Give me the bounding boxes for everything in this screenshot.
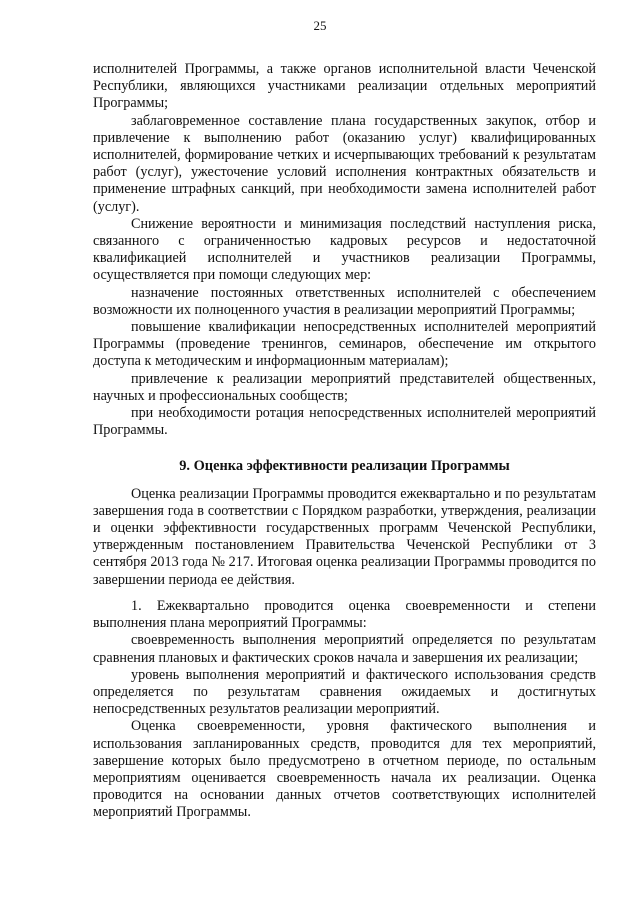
paragraph: своевременность выполнения мероприятий определяется по результатам сравнения плановых и фактических сроков начала и завершения их реализации; bbox=[93, 632, 596, 666]
paragraph: при необходимости ротация непосредственных исполнителей мероприятий Программы. bbox=[93, 405, 596, 439]
paragraph: исполнителей Программы, а также органов исполнительной власти Чеченской Республики, являющихся участниками реализации отдельных мероприятий Программы; bbox=[93, 61, 596, 112]
paragraph: повышение квалификации непосредственных исполнителей мероприятий Программы (проведение тренингов, семинаров, обеспечение им открытого доступа к методическим и информационным материалам); bbox=[93, 319, 596, 370]
paragraph: назначение постоянных ответственных исполнителей с обеспечением возможности их полноценного участия в реализации мероприятий Программы; bbox=[93, 284, 596, 318]
paragraph: привлечение к реализации мероприятий представителей общественных, научных и профессиональных сообществ; bbox=[93, 370, 596, 404]
paragraph: заблаговременное составление плана государственных закупок, отбор и привлечение к выполнению работ (оказанию услуг) квалифицированных исполнителей, формирование четких и исчерпывающих требований к результатам работ (услуг), ужесточение условий исполнения контрактных обязательств и применение штрафных санкций, при необходимости замена исполнителей работ (услуг). bbox=[93, 112, 596, 215]
paragraph: Снижение вероятности и минимизация последствий наступления риска, связанного с ограниченностью кадровых ресурсов и недостаточной квалификацией исполнителей и участников реализации Программы, осуществляется при помощи следующих мер: bbox=[93, 215, 596, 284]
paragraph-spacer bbox=[93, 589, 596, 598]
paragraph: Оценка своевременности, уровня фактического выполнения и использования запланированных средств, проводится для тех мероприятий, завершение которых было предусмотрено в отчетном периоде, по остальным мероприятиям оценивается своевременность начала их реализации. Оценка проводится на основании данных отчетов соответствующих исполнителей мероприятий Программы. bbox=[93, 718, 596, 821]
paragraph: 1. Ежеквартально проводится оценка своевременности и степени выполнения плана мероприятий Программы: bbox=[93, 597, 596, 632]
document-body bbox=[93, 61, 596, 822]
section-heading: 9. Оценка эффективности реализации Программы bbox=[179, 458, 510, 475]
paragraph: уровень выполнения мероприятий и фактического использования средств определяется по результатам сравнения ожидаемых и достигнутых непосредственных результатов реализации мероприятий. bbox=[93, 666, 596, 718]
page-number: 25 bbox=[313, 18, 327, 33]
paragraph: Оценка реализации Программы проводится ежеквартально и по результатам завершения года в соответствии с Порядком разработки, утверждения, реализации и оценки эффективности государственных программ Чеченской Республики, утвержденным постановлением Правительства Чеченской Республики от 3 сентября 2013 года № 217. Итоговая оценка реализации Программы проводится по завершении периода ее действия. bbox=[93, 485, 596, 588]
